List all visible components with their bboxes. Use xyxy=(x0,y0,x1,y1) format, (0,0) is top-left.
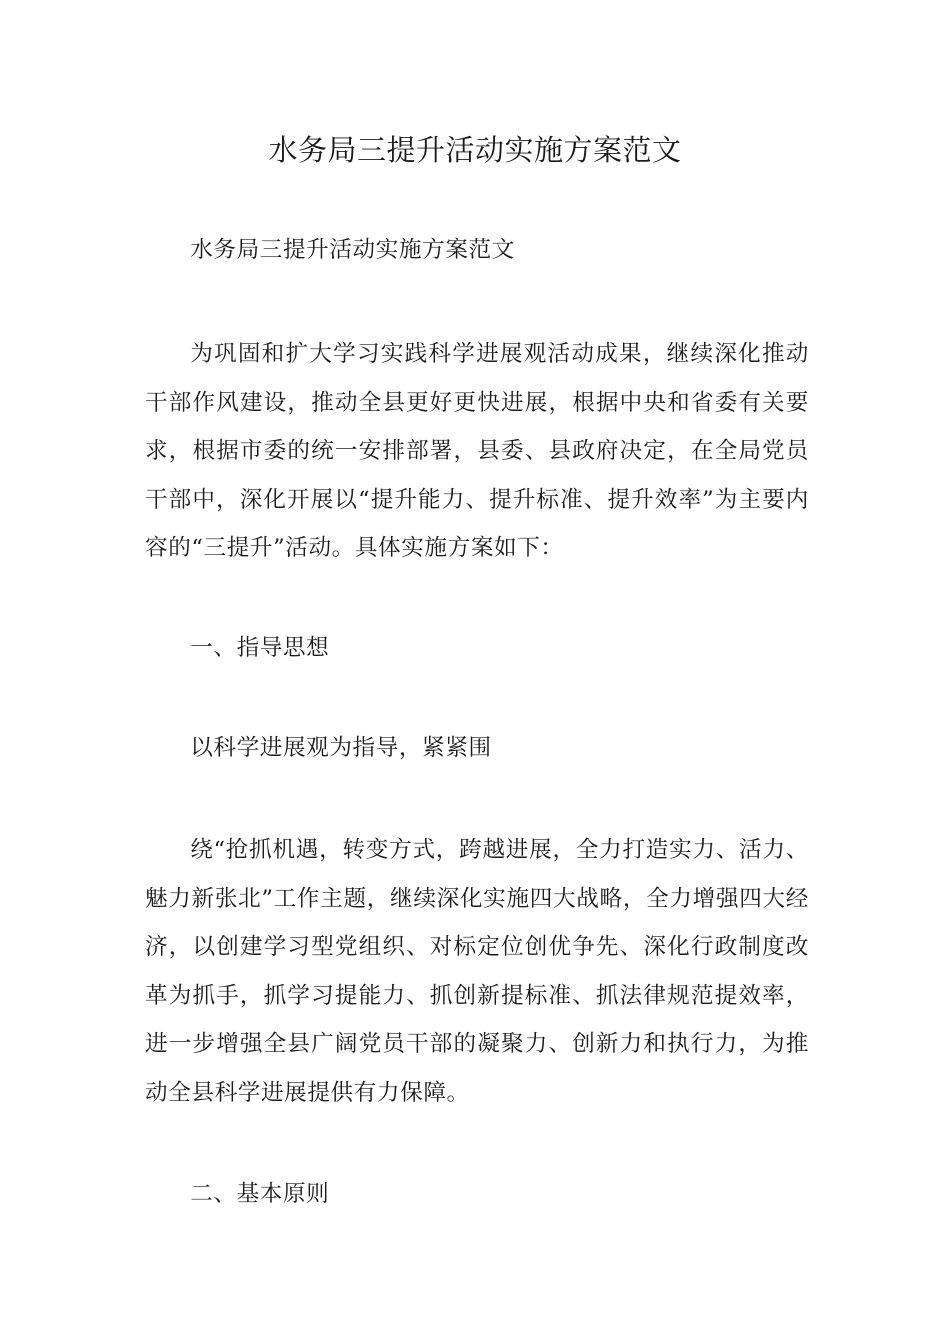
document-title: 水务局三提升活动实施方案范文 xyxy=(268,133,682,167)
section-heading-basic-principles: 二、基本原则 xyxy=(190,1181,330,1207)
document-subtitle: 水务局三提升活动实施方案范文 xyxy=(190,237,515,263)
intro-paragraph: 为巩固和扩大学习实践科学进展观活动成果，继续深化推动干部作风建设，推动全县更好更快进展，根据中央和省委有关要求，根据市委的统一安排部署，县委、县政府决定，在全局党员干部中，深化开展以“提升能力、提升标准、提升效率”为主要内容的“三提升”活动。具体实施方案如下： xyxy=(145,341,809,561)
section-heading-guiding-thought: 一、指导思想 xyxy=(190,635,330,661)
guiding-thought-body: 绕“抢抓机遇，转变方式，跨越进展，全力打造实力、活力、魅力新张北”工作主题，继续深化实施四大战略，全力增强四大经济，以创建学习型党组织、对标定位创优争先、深化行政制度改革为抓手，抓学习提能力、抓创新提标准、抓法律规范提效率，进一步增强全县广阔党员干部的凝聚力、创新力和执行力，为推动全县科学进展提供有力保障。 xyxy=(145,837,809,1106)
guiding-thought-lead: 以科学进展观为指导，紧紧围 xyxy=(190,735,492,761)
